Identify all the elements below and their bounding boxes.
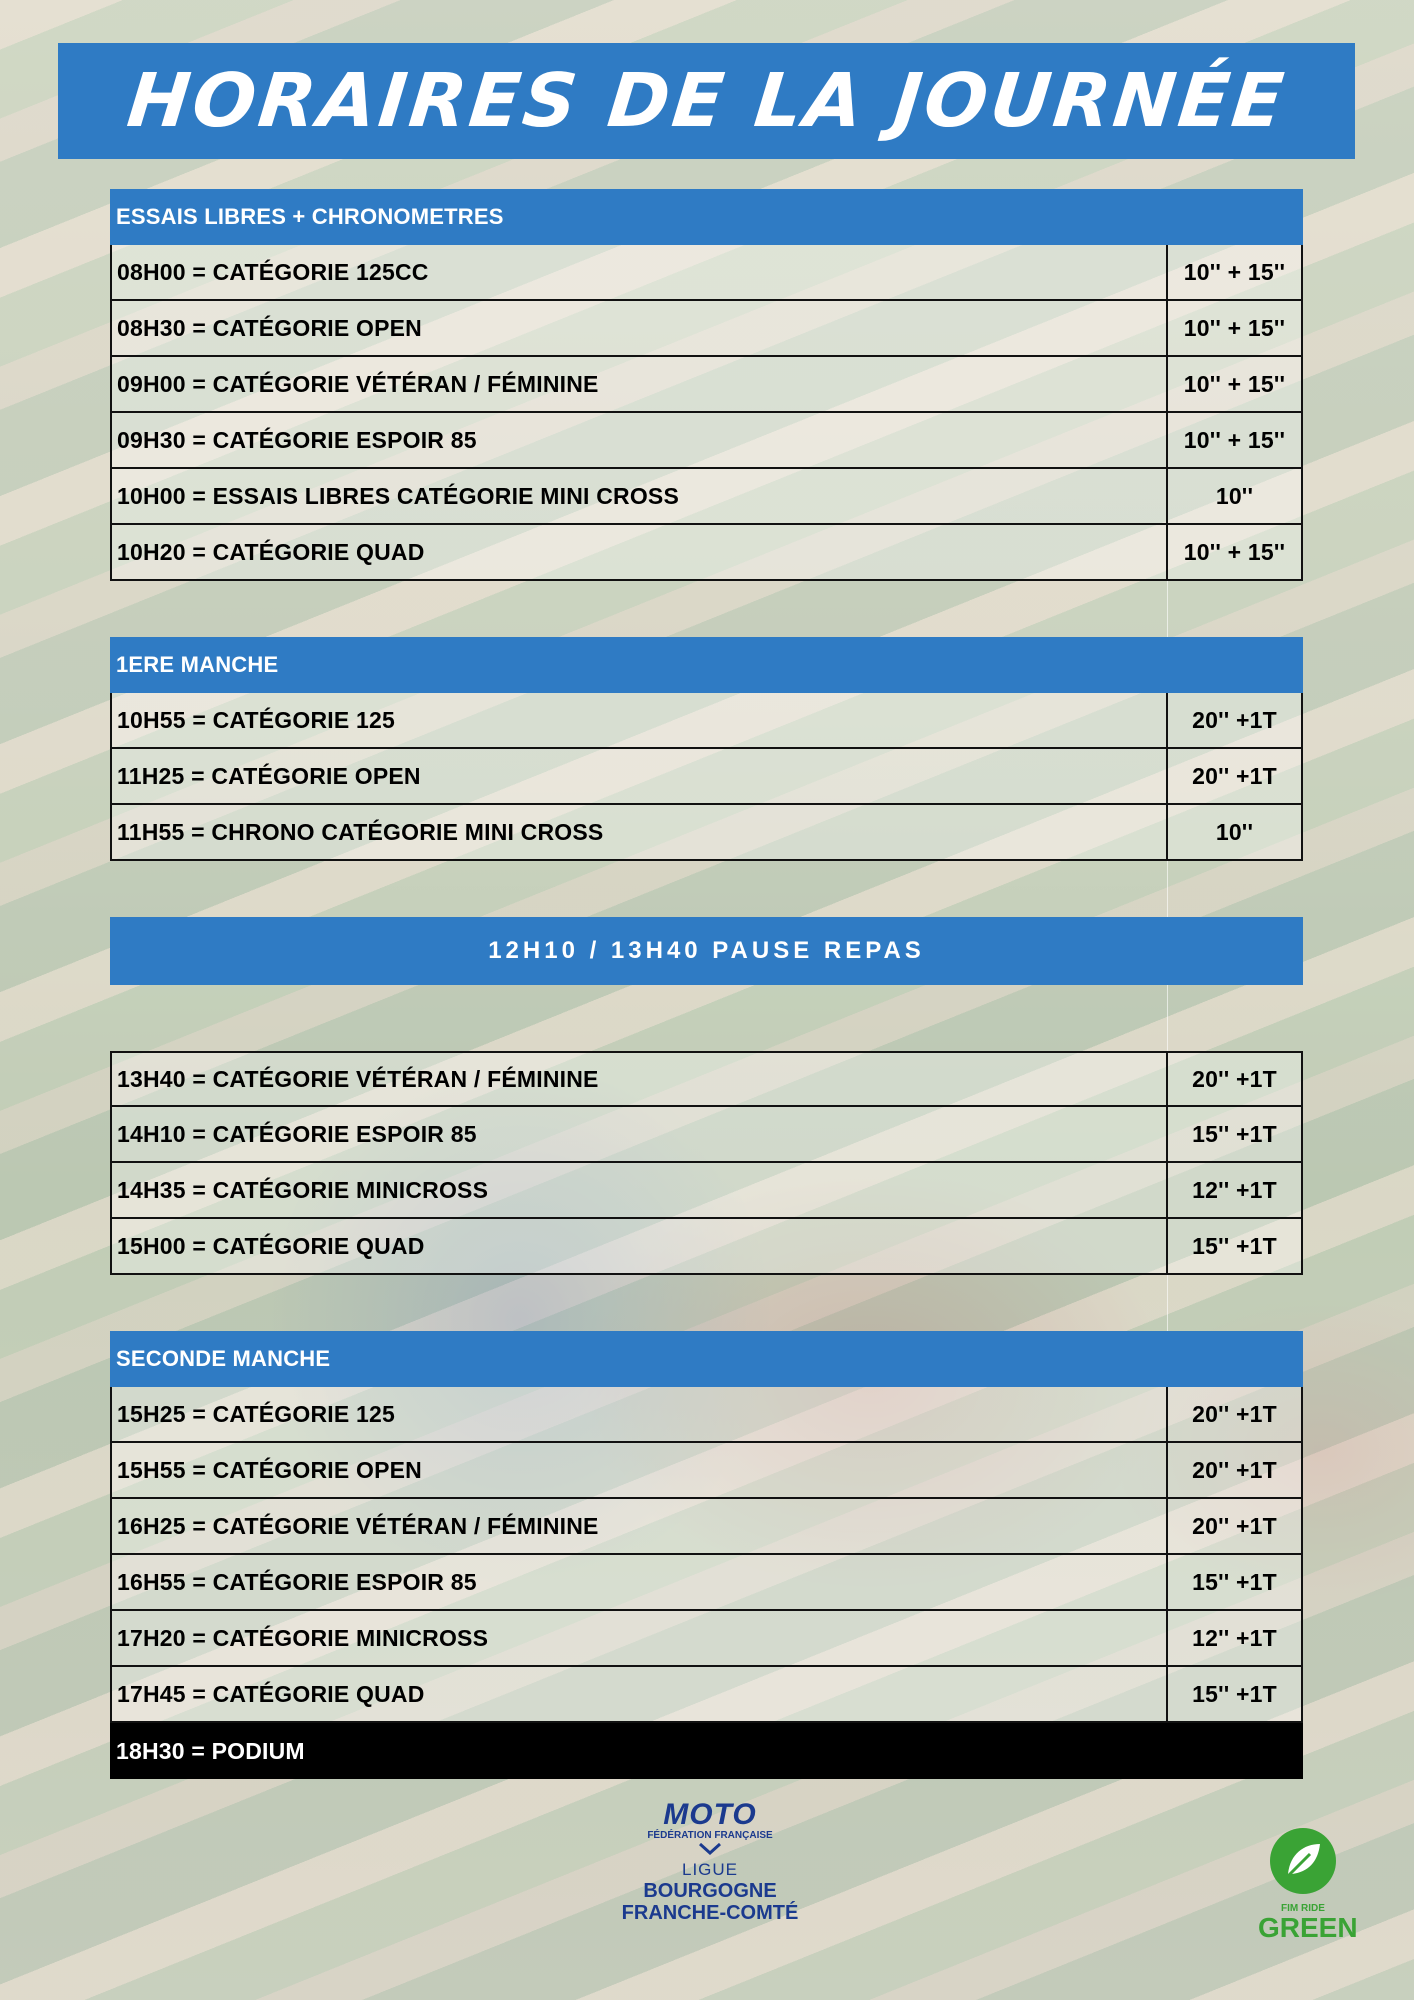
schedule-row-label: 10H00 = ESSAIS LIBRES CATÉGORIE MINI CROSS (110, 469, 1168, 525)
schedule-row-label: 08H00 = CATÉGORIE 125CC (110, 245, 1168, 301)
schedule-row-duration: 12'' +1T (1168, 1611, 1303, 1667)
schedule-row-label: 13H40 = CATÉGORIE VÉTÉRAN / FÉMININE (110, 1051, 1168, 1107)
schedule-row-duration: 15'' +1T (1168, 1107, 1303, 1163)
schedule-table (110, 189, 1303, 1779)
schedule-row-duration: 10'' + 15'' (1168, 245, 1303, 301)
schedule-row-duration: 10'' (1168, 469, 1303, 525)
schedule-row-label: 16H55 = CATÉGORIE ESPOIR 85 (110, 1555, 1168, 1611)
spacer (1168, 581, 1303, 637)
schedule-row-label: 11H25 = CATÉGORIE OPEN (110, 749, 1168, 805)
schedule-row-duration: 20'' +1T (1168, 1499, 1303, 1555)
section-header-seconde-manche: SECONDE MANCHE (110, 1331, 1303, 1387)
schedule-row-label: 16H25 = CATÉGORIE VÉTÉRAN / FÉMININE (110, 1499, 1168, 1555)
page-title: HORAIRES DE LA JOURNÉE (123, 58, 1290, 144)
schedule-row-label: 15H25 = CATÉGORIE 125 (110, 1387, 1168, 1443)
schedule-row-duration: 15'' +1T (1168, 1667, 1303, 1723)
spacer (110, 985, 1168, 1051)
schedule-row-label: 17H20 = CATÉGORIE MINICROSS (110, 1611, 1168, 1667)
schedule-row-duration: 15'' +1T (1168, 1555, 1303, 1611)
section-header-essais: ESSAIS LIBRES + CHRONOMETRES (110, 189, 1303, 245)
schedule-row-duration: 15'' +1T (1168, 1219, 1303, 1275)
leaf-circle-icon (1268, 1826, 1338, 1896)
schedule-row-duration: 10'' + 15'' (1168, 301, 1303, 357)
schedule-row-duration: 20'' +1T (1168, 693, 1303, 749)
green-text: GREEN (1258, 1912, 1358, 1943)
fim-ride-text: FIM RIDE (1281, 1903, 1325, 1914)
schedule-row-duration: 10'' (1168, 805, 1303, 861)
schedule-row-duration: 20'' +1T (1168, 1051, 1303, 1107)
schedule-row-duration: 20'' +1T (1168, 1443, 1303, 1499)
schedule-row-label: 14H35 = CATÉGORIE MINICROSS (110, 1163, 1168, 1219)
schedule-row-label: 17H45 = CATÉGORIE QUAD (110, 1667, 1168, 1723)
federation-text: FÉDÉRATION FRANÇAISE (647, 1830, 773, 1841)
schedule-row-label: 09H00 = CATÉGORIE VÉTÉRAN / FÉMININE (110, 357, 1168, 413)
region-line2: FRANCHE-COMTÉ (621, 1901, 799, 1924)
fim-ride-green-logo (1258, 1826, 1358, 1943)
schedule-row-duration: 20'' +1T (1168, 749, 1303, 805)
spacer (1168, 985, 1303, 1051)
spacer (1168, 1275, 1303, 1331)
schedule-row-label: 15H55 = CATÉGORIE OPEN (110, 1443, 1168, 1499)
region-line1: BOURGOGNE (643, 1879, 777, 1902)
spacer (110, 1275, 1168, 1331)
schedule-row-duration: 10'' + 15'' (1168, 357, 1303, 413)
schedule-row-duration: 12'' +1T (1168, 1163, 1303, 1219)
schedule-row-label: 09H30 = CATÉGORIE ESPOIR 85 (110, 413, 1168, 469)
moto-wordmark: MOTO (663, 1798, 757, 1831)
ligue-text: LIGUE (681, 1860, 739, 1879)
spacer (110, 861, 1168, 917)
schedule-row-label: 10H55 = CATÉGORIE 125 (110, 693, 1168, 749)
section-header-1ere-manche: 1ERE MANCHE (110, 637, 1303, 693)
spacer (110, 581, 1168, 637)
title-banner (58, 43, 1355, 159)
schedule-row-label: 14H10 = CATÉGORIE ESPOIR 85 (110, 1107, 1168, 1163)
ffm-ligue-logo (600, 1800, 820, 1924)
schedule-row-label: 11H55 = CHRONO CATÉGORIE MINI CROSS (110, 805, 1168, 861)
chevron-emblem-icon (699, 1843, 721, 1855)
schedule-row-duration: 20'' +1T (1168, 1387, 1303, 1443)
schedule-row-label: 08H30 = CATÉGORIE OPEN (110, 301, 1168, 357)
schedule-row-label: 10H20 = CATÉGORIE QUAD (110, 525, 1168, 581)
spacer (1168, 861, 1303, 917)
podium-row: 18H30 = PODIUM (110, 1723, 1303, 1779)
schedule-row-label: 15H00 = CATÉGORIE QUAD (110, 1219, 1168, 1275)
schedule-row-duration: 10'' + 15'' (1168, 525, 1303, 581)
schedule-row-duration: 10'' + 15'' (1168, 413, 1303, 469)
lunch-break-banner: 12H10 / 13H40 PAUSE REPAS (110, 917, 1303, 985)
